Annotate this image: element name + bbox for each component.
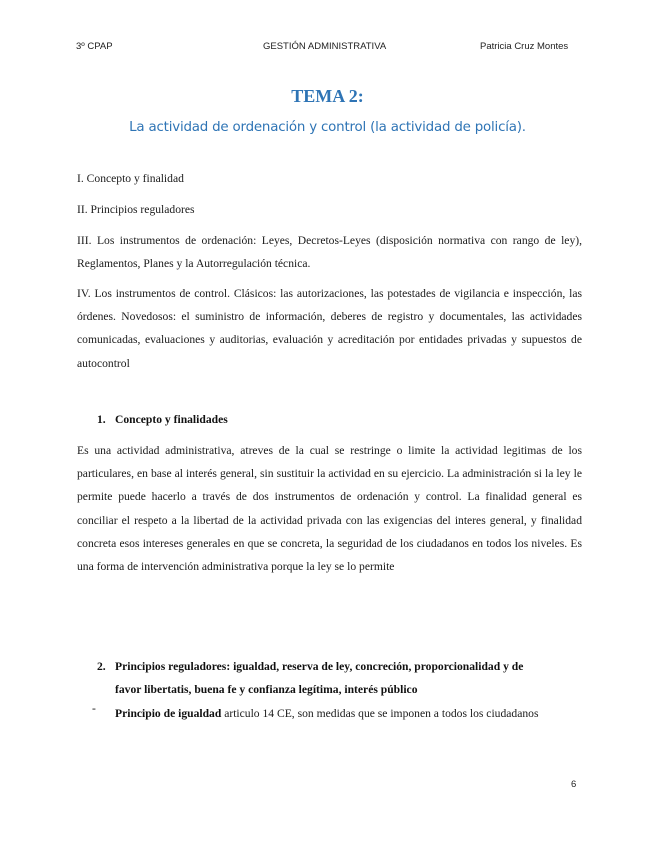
index-item-1: I. Concepto y finalidad: [77, 172, 184, 185]
bullet-item-bold: Principio de igualdad: [115, 707, 222, 720]
page-number: 6: [571, 779, 577, 790]
header-course: 3º CPAP: [76, 41, 113, 52]
section-2-heading-line1: Principios reguladores: igualdad, reserva de ley, concreción, proporcionalidad y de: [115, 660, 524, 673]
index-item-3: III. Los instrumentos de ordenación: Leyes, Decretos-Leyes (disposición normativa con rango de ley), Reglamentos, Planes y la Autorregulación técnica.: [77, 234, 582, 271]
index-item-4: IV. Los instrumentos de control. Clásicos: las autorizaciones, las potestades de vigilancia e inspección, las órdenes. Novedosos: el suministro de información, deberes de registro y documentales, las actividades comunicadas, evaluaciones y auditorias, evaluación y acreditación por entidades privadas y supuestos de autocontrol: [77, 287, 582, 370]
section-2-heading: [115, 655, 585, 701]
page-subtitle: La actividad de ordenación y control (la actividad de policía).: [129, 120, 526, 135]
page-title: TEMA 2:: [291, 86, 364, 106]
header-author: Patricia Cruz Montes: [480, 41, 569, 52]
bullet-item-text: articulo 14 CE, son medidas que se imponen a todos los ciudadanos: [221, 707, 539, 720]
section-1-number: 1.: [97, 413, 106, 426]
bullet-marker: -: [92, 702, 96, 715]
index-item-2: II. Principios reguladores: [77, 203, 195, 216]
section-2-heading-line2: favor libertatis, buena fe y confianza legítima, interés público: [115, 683, 418, 697]
section-1-heading: Concepto y finalidades: [115, 413, 228, 426]
section-1-body: Es una actividad administrativa, atreves de la cual se restringe o limite la actividad legitimas de los particulares, en base al interés general, sin sustituir la actividad en su ejercicio. La administración si la ley le permite puede hacerlo a través de dos instrumentos de ordenación y control. La finalidad general es conciliar el respeto a la libertad de la actividad privada con las exigencias del interes general, y finalidad concreta esos intereses generales en que se concreta, la seguridad de los ciudadanos en todos los niveles. Es una forma de intervención administrativa porque la ley se lo permite: [77, 444, 582, 574]
section-2-number: 2.: [97, 660, 106, 673]
bullet-item: [115, 702, 555, 725]
header-subject: GESTIÓN ADMINISTRATIVA: [263, 41, 387, 52]
